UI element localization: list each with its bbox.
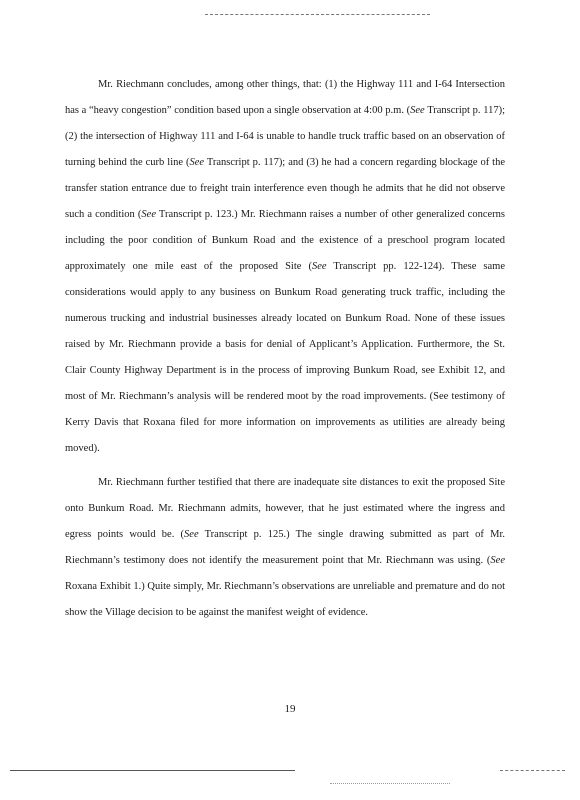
text-run: Transcript p. 117); (2) the intersection of Highway 111 and I-64 is unable to handle truck traffic based on an observation of turning behind the curb line ( xyxy=(65,105,505,168)
text-run: Roxana Exhibit 1.) Quite simply, Mr. Riechmann’s observations are unreliable and premature and do not show the Village decision to be against the manifest weight of evidence. xyxy=(65,581,505,618)
text-run: Transcript pp. 122-124). These same considerations would apply to any business on Bunkum Road generating truck traffic, including the numerous trucking and industrial businesses already located on Bunkum Road. None of these issues raised by Mr. Riechmann provide a basis for denial of Applicant’s Application. Furthermore, the St. Clair County Highway Department is in the process of improving Bunkum Road, see Exhibit 12, and most of Mr. Riechmann’s analysis will be rendered moot by the road improvements. (See testimony of Kerry Davis that Roxana filed for more information on improvements as utilities are already being moved). xyxy=(65,261,505,454)
text-run: Transcript p. 123.) Mr. Riechmann raises a number of other generalized concerns including the poor condition of Bunkum Road and the existence of a preschool program located approximately one mile east of the proposed Site ( xyxy=(65,209,505,272)
text-run: Mr. Riechmann further testified that there are inadequate site distances to exit the proposed Site onto Bunkum Road. Mr. Riechmann admits, however, that he just estimated where the ingress and egress points would be. ( xyxy=(65,477,505,540)
text-run: Transcript p. 125.) The single drawing submitted as part of Mr. Riechmann’s testimony does not identify the measurement point that Mr. Riechmann was using. ( xyxy=(65,529,505,566)
italic-citation-signal: See xyxy=(141,209,156,220)
italic-citation-signal: See xyxy=(189,157,205,168)
italic-citation-signal: See xyxy=(410,105,425,116)
footer-rule-right xyxy=(500,770,565,771)
italic-citation-signal: See xyxy=(184,529,199,540)
footer-rule-middle xyxy=(330,783,450,784)
italic-citation-signal: See xyxy=(490,555,505,566)
body-paragraph xyxy=(65,72,505,462)
header-rule xyxy=(205,14,430,15)
text-run: Transcript p. 117); and (3) he had a concern regarding blockage of the transfer station entrance due to freight train interference even though he admits that he did not observe such a condition ( xyxy=(65,157,505,220)
text-run: Mr. Riechmann concludes, among other things, that: (1) the Highway 111 and I-64 Intersection has a “heavy congestion” condition based upon a single observation at 4:00 p.m. ( xyxy=(65,79,505,116)
body-paragraph xyxy=(65,470,505,626)
page-number: 19 xyxy=(284,703,296,715)
italic-citation-signal: See xyxy=(311,261,327,272)
document-body xyxy=(65,72,505,626)
footer-rule-left xyxy=(10,770,295,771)
